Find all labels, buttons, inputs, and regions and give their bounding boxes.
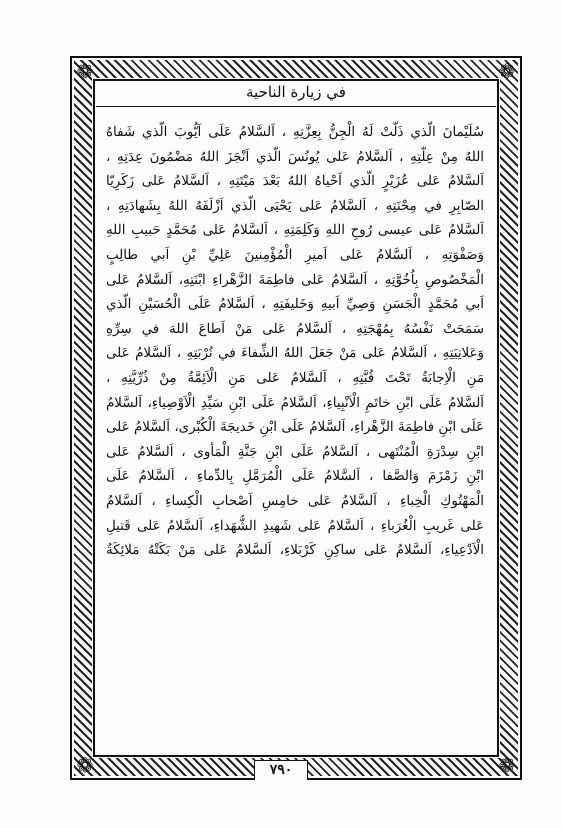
text-line: الْمَهْتُوكِ الْخِباءِ ، اَلسَّلامُ عَلى خامِسِ اَصْحابِ الْكِساءِ ، اَلسَّلامُ — [106, 493, 484, 509]
text-line: الْاَدْعِياءِ، اَلسَّلامُ عَلى ساكِنِ كَرْبَلاءِ، اَلسَّلامُ عَلى مَنْ بَكَتْهُ مَلائِكَةُ — [106, 543, 484, 559]
text-line: عَلَى ابْنِ فاطِمَةَ الزَّهْراءِ، اَلسَّلامُ عَلَى ابْنِ خَديجَةَ الْكُبْرى، اَلسَّلامُ عَلى — [106, 420, 484, 436]
header-divider — [96, 106, 496, 107]
corner-ornament-icon: ❁ — [498, 753, 516, 777]
page-number: ٧٩٠ — [269, 762, 293, 778]
text-line: وَصَفْوَتِهِ ، اَلسَّلامُ عَلى اَميرِ الْمُؤْمِنينَ عَلِيِّ بْنِ اَبي طالِبٍ — [106, 247, 484, 263]
body-text — [106, 121, 484, 564]
text-line: الصّابِرِ في مِحْنَتِهِ ، اَلسَّلامُ عَلى يَحْيَى الَّذي اَزْلَفَهُ اللهُ بِشَهادَتِهِ ، — [106, 198, 484, 214]
text-line: الْمَخْصُوصِ بِاُخُوَّتِهِ ، اَلسَّلامُ عَلى فاطِمَةَ الزَّهْراءِ ابْنَتِهِ، اَلسَّلامُ عَلى — [106, 272, 484, 288]
text-line: اَلسَّلامُ عَلى عُزَيْرٍ الَّذي اَحْياهُ اللهُ بَعْدَ مَيْتَتِهِ ، اَلسَّلامُ عَلى زَكَرِيّا — [106, 174, 484, 190]
text-line: ابْنِ زَمْزَمَ وَالصَّفا ، اَلسَّلامُ عَلَى الْمُرَمَّلِ بِالدِّماءِ ، اَلسَّلامُ عَلَى — [106, 469, 484, 485]
text-line: اَلسَّلامُ عَلَى ابْنِ خاتَمِ الْاَنْبِياءِ، اَلسَّلامُ عَلَى ابْنِ سَيِّدِ الْاَوْصِياءِ، اَلسَّلامُ — [106, 395, 484, 411]
text-line: عَلى غَريبِ الْغُرَباءِ ، اَلسَّلامُ عَلى شَهيدِ الشُّهَداءِ، اَلسَّلامُ عَلى قَتيلِ — [106, 518, 484, 534]
page-header — [96, 82, 496, 108]
text-line: ابْنِ سِدْرَةِ الْمُنْتَهى ، اَلسَّلامُ عَلَى ابْنِ جَنَّةِ الْمَأْوى ، اَلسَّلامُ عَلى — [106, 444, 484, 460]
corner-ornament-icon: ❁ — [498, 59, 516, 83]
text-line: سَمَحَتْ نَفْسُهُ بِمُهْجَتِهِ ، اَلسَّلامُ عَلى مَنْ اَطاعَ اللهَ في سِرِّهِ — [106, 321, 484, 337]
corner-ornament-icon: ❁ — [76, 59, 94, 83]
text-line: وَعَلانِيَتِهِ ، اَلسَّلامُ عَلى مَنْ جَعَلَ اللهُ الشِّفاءَ في تُرْبَتِهِ ، اَلسَّلامُ عَلى — [106, 346, 484, 362]
page-title: في زيارة الناحية — [246, 83, 346, 101]
text-line: اللهُ مِنْ عِلَّتِهِ ، اَلسَّلامُ عَلى يُونُسَ الَّذي اَنْجَزَ اللهُ مَضْمُونَ عِدَتِهِ ، — [106, 149, 484, 165]
text-line: اَلسَّلامُ عَلى عيسى رُوحِ اللهِ وَكَلِمَتِهِ ، اَلسَّلامُ عَلى مُحَمَّدٍ حَبيبِ اللهِ — [106, 223, 484, 239]
text-line: اَبي مُحَمَّدٍ الْحَسَنِ وَصِيِّ اَبيهِ وَخَليفَتِهِ ، اَلسَّلامُ عَلَى الْحُسَيْنِ الَّذي — [106, 297, 484, 313]
text-line: سُلَيْمانَ الَّذي ذَلَّتْ لَهُ الْجِنُّ بِعِزَّتِهِ ، اَلسَّلامُ عَلَى اَيُّوبَ الَّذي شَفاهُ — [106, 125, 484, 140]
corner-ornament-icon: ❁ — [76, 753, 94, 777]
text-line: مَنِ الْاِجابَةُ تَحْتَ قُبَّتِهِ ، اَلسَّلامُ عَلى مَنِ الْاَئِمَّةُ مِنْ ذُرِّيَّتِهِ ، — [106, 370, 484, 386]
